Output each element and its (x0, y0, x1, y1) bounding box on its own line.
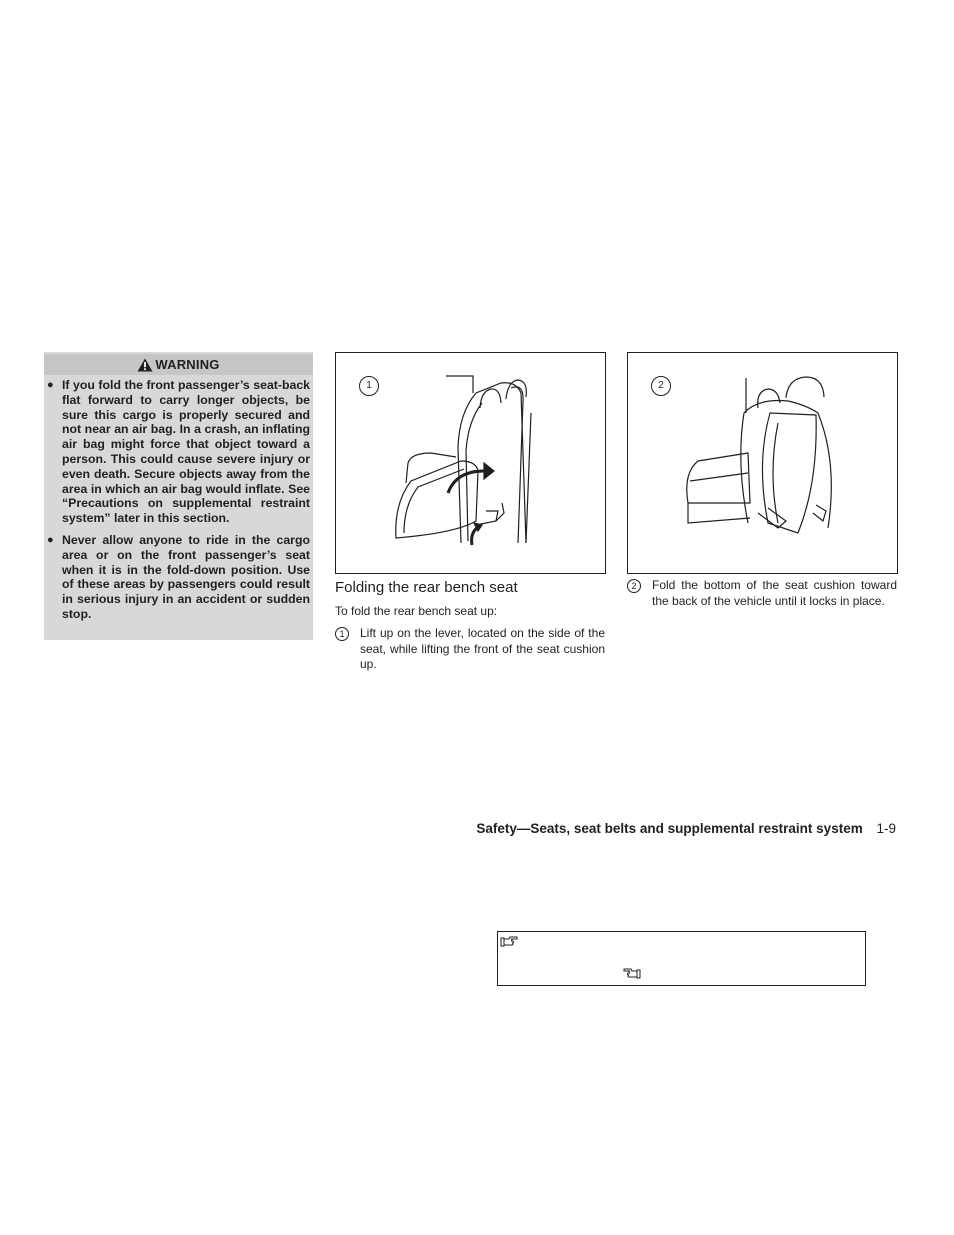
page-number: 1-9 (876, 821, 896, 836)
note-box (497, 931, 866, 986)
step-text: Fold the bottom of the seat cushion toward the back of the vehicle until it locks in place. (652, 578, 897, 608)
warning-title: WARNING (155, 357, 220, 372)
warning-triangle-icon (137, 358, 153, 372)
warning-item-text: Never allow anyone to ride in the cargo area or on the front passenger’s seat when it is in the fold-down position. Use of these areas by passengers could result in serious injury in an accident or sudden stop. (62, 532, 310, 621)
figure-lift-seat-cushion (335, 352, 606, 574)
warning-header (44, 354, 313, 375)
page-footer (476, 821, 896, 836)
bullet-icon: ● (47, 533, 54, 546)
step-number: 1 (335, 627, 349, 641)
figure-number: 1 (359, 376, 379, 396)
step-1 (335, 626, 605, 673)
bullet-icon: ● (47, 379, 54, 391)
pointing-hand-icon (623, 967, 641, 979)
intro-text: To fold the rear bench seat up: (335, 604, 498, 618)
figure-fold-seat-cushion (627, 352, 898, 574)
warning-list (44, 378, 313, 622)
warning-item-text: If you fold the front passenger’s seat-back flat forward to carry longer objects, be sure this cargo is properly secured and not near an air bag. In a crash, an inflating air bag might force that object toward a person. This could cause severe injury or even death. Secure objects away from the area in which an air bag would inflate. See “Precautions on supplemental restraint system” later in this section. (62, 378, 310, 526)
warning-box (44, 352, 313, 640)
step-2 (627, 578, 897, 609)
warning-item (44, 533, 313, 622)
seat-fold-illustration (628, 353, 897, 573)
figure-number: 2 (651, 376, 671, 396)
pointing-hand-icon (500, 935, 518, 947)
seat-lift-illustration (336, 353, 605, 573)
step-text: Lift up on the lever, located on the side of the seat, while lifting the front of the seat cushion up. (360, 626, 605, 671)
footer-title: Safety—Seats, seat belts and supplemental restraint system (476, 821, 863, 836)
section-heading: Folding the rear bench seat (335, 579, 518, 596)
warning-item (44, 378, 313, 526)
step-number: 2 (627, 579, 641, 593)
